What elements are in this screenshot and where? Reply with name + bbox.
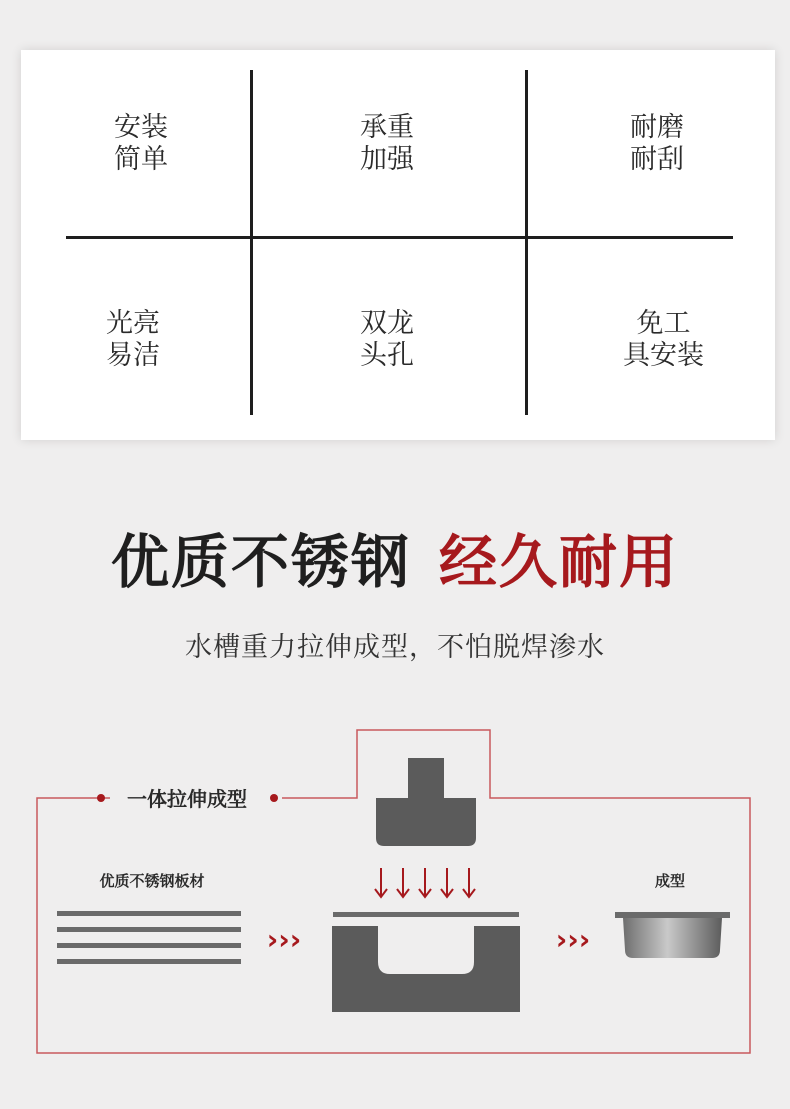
chevron-arrows-right-icon: ››› [555, 923, 591, 956]
formed-sink-basin-icon [615, 912, 730, 958]
feature-line: 加强 [360, 144, 414, 175]
result-label: 成型 [654, 872, 686, 890]
headline-red: 经久耐用 [439, 528, 680, 596]
forming-mold-icon [332, 926, 520, 1012]
feature-grid-panel [21, 50, 775, 440]
subheadline: 水槽重力拉伸成型，不怕脱焊渗水 [185, 632, 605, 663]
title-bullet-right [270, 794, 278, 802]
feature-line: 承重 [360, 112, 414, 143]
feature-tool-free-install [591, 308, 736, 372]
feature-easy-install [81, 112, 201, 176]
headline-dark: 优质不锈钢 [110, 528, 411, 596]
feature-line: 易洁 [106, 340, 160, 371]
feature-line: 具安装 [623, 340, 704, 371]
material-label: 优质不锈钢板材 [99, 872, 205, 890]
sheet-on-mold-icon [333, 912, 519, 917]
feature-scratch-resistant [597, 112, 717, 176]
stretch-forming-diagram [0, 700, 790, 1109]
chevron-arrows-left-icon: ››› [266, 923, 302, 956]
grid-divider-horizontal [66, 236, 733, 239]
headline [0, 522, 790, 602]
feature-line: 光亮 [106, 308, 160, 339]
grid-divider-vertical-2 [525, 70, 528, 415]
process-title: 一体拉伸成型 [127, 787, 247, 811]
press-arrows-icon [375, 868, 475, 897]
feature-line: 双龙 [360, 308, 414, 339]
feature-line: 头孔 [360, 340, 414, 371]
feature-line: 耐磨 [630, 112, 684, 143]
feature-line: 安装 [114, 112, 168, 143]
feature-dual-faucet-holes [327, 308, 447, 372]
feature-easy-clean [73, 308, 193, 372]
title-bullet-left [97, 794, 105, 802]
grid-divider-vertical-1 [250, 70, 253, 415]
feature-load-bearing [327, 112, 447, 176]
steel-sheets-icon [57, 911, 241, 964]
feature-line: 耐刮 [630, 144, 684, 175]
press-die-icon [376, 758, 476, 846]
feature-line: 免工 [636, 308, 691, 339]
feature-line: 简单 [114, 144, 168, 175]
